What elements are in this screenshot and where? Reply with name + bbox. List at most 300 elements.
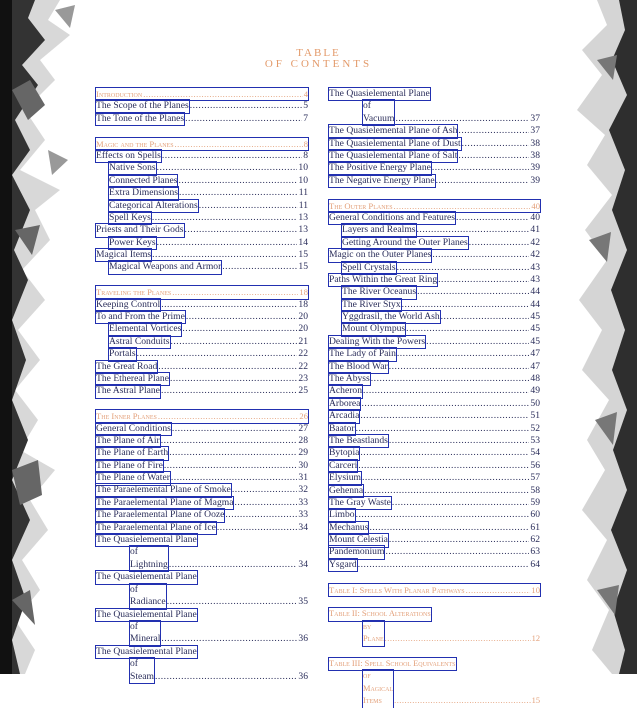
toc-page-number: 22 [298, 348, 308, 360]
toc-entry-label: Magical Weapons and Armor [109, 261, 222, 273]
toc-entry-the-quasielemental-plane-of-mineral[interactable] [96, 609, 308, 646]
toc-entry-label: The Positive Energy Plane [329, 162, 431, 174]
toc-page-number: 49 [530, 385, 540, 397]
leader-dots [232, 484, 298, 496]
toc-page-number: 44 [530, 286, 540, 298]
toc-entry-label: The Lady of Pain [329, 348, 396, 360]
toc-entry-portals[interactable] [96, 348, 308, 360]
toc-entry-label: Dealing With the Powers [329, 335, 426, 347]
toc-entry-the-quasielemental-plane-of-salt[interactable] [329, 150, 540, 162]
toc-entry-the-quasielemental-plane-of-dust[interactable] [329, 138, 540, 150]
toc-page-number: 11 [298, 199, 308, 211]
toc-page-number: 53 [530, 434, 540, 446]
leader-dots [169, 447, 297, 459]
toc-entry-the-plane-of-water[interactable] [96, 472, 308, 484]
leader-dots [362, 472, 529, 484]
toc-entry-the-quasielemental-plane-of-lightning[interactable] [96, 534, 308, 571]
toc-entry-label: The Quasielemental Plane [329, 88, 430, 99]
toc-entry-connected-planes[interactable] [96, 175, 308, 187]
toc-entry-the-quasielemental-plane-of-radiance[interactable] [96, 571, 308, 608]
toc-entry-label: The Quasielemental Plane of Dust [329, 137, 461, 149]
toc-entry-label: Baator [329, 422, 355, 434]
leader-dots [456, 212, 529, 224]
leader-dots [369, 522, 529, 534]
toc-entry-the-river-oceanus[interactable] [329, 286, 540, 298]
toc-entry-the-ethereal-plane[interactable] [96, 373, 308, 385]
toc-entry-the-great-road[interactable] [96, 361, 308, 373]
leader-dots [164, 460, 298, 472]
leader-dots [157, 162, 298, 174]
toc-page-number: 20 [298, 311, 308, 323]
toc-page-number: 40 [530, 211, 540, 223]
toc-entry-label-cont: of Magical Items [363, 670, 393, 707]
toc-entry-arcadia[interactable] [329, 410, 540, 422]
leader-dots [385, 633, 531, 645]
toc-entry-label: Gehenna [329, 484, 364, 496]
toc-page-number: 59 [530, 496, 540, 508]
toc-entry-label-cont: of Radiance [130, 583, 166, 608]
toc-page-number: 18 [298, 298, 308, 310]
toc-entry-the-paraelemental-plane-of-smoke[interactable] [96, 485, 308, 497]
toc-entry-the-astral-plane[interactable] [96, 385, 308, 397]
toc-section-traveling-the-planes[interactable] [96, 286, 308, 298]
toc-entry-label: The Ethereal Plane [96, 372, 169, 384]
leader-dots [360, 447, 529, 459]
toc-page-number: 8 [303, 149, 308, 161]
leader-dots [175, 138, 303, 150]
toc-page-number: 39 [530, 162, 540, 174]
toc-entry-label: Arborea [329, 397, 361, 409]
toc-page-number: 56 [530, 459, 540, 471]
toc-entry-label: Portals [109, 348, 136, 360]
toc-entry-yggdrasil-the-world-ash[interactable] [329, 311, 540, 323]
toc-page-number: 32 [298, 484, 308, 496]
leader-dots [161, 435, 298, 447]
toc-entry-the-blood-war[interactable] [329, 361, 540, 373]
toc-entry-the-paraelemental-plane-of-ice[interactable] [96, 522, 308, 534]
toc-page-number: 44 [530, 298, 540, 310]
leader-dots [185, 224, 298, 236]
toc-column-right [329, 88, 540, 708]
leader-dots [158, 410, 299, 422]
toc-entry-label-cont: by Plane [363, 621, 384, 646]
toc-page-number: 25 [298, 385, 308, 397]
toc-section-magic-and-the-planes[interactable] [96, 138, 308, 150]
toc-page-number: 37 [530, 112, 540, 124]
toc-entry-label: The Paraelemental Plane of Magma [96, 496, 234, 508]
toc-page-number: 12 [531, 634, 540, 644]
leader-dots [152, 249, 297, 261]
toc-entry-table-iii-spell-school-equivalents-of-magical-items[interactable] [329, 658, 540, 708]
toc-page-number: 39 [530, 174, 540, 186]
toc-page-number: 26 [299, 411, 308, 422]
toc-entry-label: The Great Road [96, 360, 158, 372]
toc-page-number: 43 [530, 273, 540, 285]
toc-entry-effects-on-spells[interactable] [96, 150, 308, 162]
toc-page-number: 35 [298, 596, 308, 608]
toc-page-number: 28 [298, 434, 308, 446]
toc-entry-label: The Negative Energy Plane [329, 174, 435, 186]
toc-entry-the-quasielemental-plane-of-steam[interactable] [96, 646, 308, 683]
leader-dots [143, 88, 303, 100]
toc-entry-label: Spell Keys [109, 211, 151, 223]
toc-entry-label: Keeping Control [96, 298, 161, 310]
leader-dots [190, 100, 302, 112]
toc-section-the-inner-planes[interactable] [96, 410, 308, 422]
leader-dots [182, 323, 297, 335]
toc-page-number: 31 [298, 472, 308, 484]
toc-page-number: 33 [298, 509, 308, 521]
leader-dots [441, 311, 530, 323]
toc-entry-extra-dimensions[interactable] [96, 187, 308, 199]
leader-dots [356, 423, 530, 435]
leader-dots [157, 237, 298, 249]
toc-entry-label: The Beastlands [329, 434, 388, 446]
toc-entry-label: The Quasielemental Plane [96, 571, 197, 583]
toc-entry-the-gray-waste[interactable] [329, 497, 540, 509]
leader-dots [402, 299, 530, 311]
leader-dots [199, 200, 298, 212]
leader-dots [170, 373, 297, 385]
toc-entry-label: Acheron [329, 385, 363, 397]
toc-page-number: 57 [530, 472, 540, 484]
toc-entry-label: The Paraelemental Plane of Ice [96, 521, 216, 533]
toc-entry-label: The Paraelemental Plane of Smoke [96, 484, 231, 496]
toc-entry-general-conditions-and-features[interactable] [329, 212, 540, 224]
toc-entry-label: Getting Around the Outer Planes [342, 236, 468, 248]
toc-entry-to-and-from-the-prime[interactable] [96, 311, 308, 323]
leader-dots [185, 113, 302, 125]
toc-entry-label: The Plane of Fire [96, 459, 163, 471]
toc-entry-label-cont: of Vacuum [363, 100, 395, 124]
toc-entry-label: Extra Dimensions [109, 187, 179, 199]
leader-dots [172, 286, 298, 298]
leader-dots [394, 200, 531, 212]
toc-entry-label: The Scope of the Planes [96, 100, 189, 112]
toc-page-number: 37 [530, 125, 540, 137]
leader-dots [360, 410, 529, 422]
leader-dots [438, 274, 529, 286]
leader-dots [356, 509, 530, 521]
leader-dots [432, 162, 530, 174]
toc-page-number: 45 [530, 311, 540, 323]
toc-page-number: 41 [530, 224, 540, 236]
leader-dots [458, 125, 529, 137]
leader-dots [392, 497, 529, 509]
toc-entry-arborea[interactable] [329, 398, 540, 410]
toc-page-number: 38 [530, 137, 540, 149]
toc-page-number: 61 [530, 521, 540, 533]
leader-dots [222, 261, 297, 273]
toc-page-number: 58 [530, 484, 540, 496]
toc-entry-priests-and-their-gods[interactable] [96, 224, 308, 236]
toc-entry-label: The Blood War [329, 360, 388, 372]
toc-page-number: 5 [303, 100, 308, 112]
leader-dots [389, 361, 530, 373]
toc-entry-magic-on-the-outer-planes[interactable] [329, 249, 540, 261]
toc-entry-the-plane-of-air[interactable] [96, 435, 308, 447]
toc-entry-magical-items[interactable] [96, 249, 308, 261]
leader-dots [169, 559, 298, 571]
toc-page-number: 62 [530, 534, 540, 546]
toc-entry-label: The River Styx [342, 298, 401, 310]
toc-entry-label: Table III: Spell School Equivalents [329, 658, 456, 670]
toc-entry-magical-weapons-and-armor[interactable] [96, 261, 308, 273]
leader-dots [371, 373, 530, 385]
toc-page-number: 64 [530, 558, 540, 570]
toc-entry-label: The Inner Planes [96, 411, 157, 422]
toc-entry-astral-conduits[interactable] [96, 336, 308, 348]
toc-entry-label: The River Oceanus [342, 286, 417, 298]
toc-entry-the-negative-energy-plane[interactable] [329, 175, 540, 187]
toc-entry-general-conditions[interactable] [96, 423, 308, 435]
toc-entry-native-sons[interactable] [96, 162, 308, 174]
toc-page-number: 63 [530, 546, 540, 558]
toc-entry-label-cont: of Steam [130, 658, 154, 682]
toc-entry-label: Limbo [329, 509, 355, 521]
toc-entry-layers-and-realms[interactable] [329, 224, 540, 236]
toc-entry-acheron[interactable] [329, 385, 540, 397]
toc-page-number: 36 [298, 670, 308, 682]
toc-page-number: 42 [530, 236, 540, 248]
toc-page-number: 43 [530, 261, 540, 273]
toc-entry-label: The Quasielemental Plane of Salt [329, 149, 458, 161]
leader-dots [172, 423, 298, 435]
toc-entry-label: The Plane of Earth [96, 447, 169, 459]
leader-dots [436, 175, 530, 187]
leader-dots [179, 187, 298, 199]
toc-entry-label: Pandemonium [329, 546, 385, 558]
leader-dots [225, 509, 297, 521]
toc-entry-label: Introduction [96, 88, 143, 99]
toc-entry-label: Layers and Realms [342, 224, 416, 236]
leader-dots [417, 286, 529, 298]
toc-entry-label: Bytopia [329, 447, 360, 459]
leader-dots [361, 398, 529, 410]
leader-dots [358, 559, 530, 571]
toc-page-number: 14 [298, 236, 308, 248]
toc-page-number: 13 [298, 211, 308, 223]
toc-entry-carceri[interactable] [329, 460, 540, 472]
toc-section-the-outer-planes[interactable] [329, 200, 540, 212]
toc-entry-pandemonium[interactable] [329, 547, 540, 559]
toc-entry-the-lady-of-pain[interactable] [329, 348, 540, 360]
toc-entry-spell-crystals[interactable] [329, 262, 540, 274]
leader-dots [152, 212, 298, 224]
toc-entry-the-positive-energy-plane[interactable] [329, 162, 540, 174]
leader-dots [161, 299, 297, 311]
toc-entry-label: Elysium [329, 472, 361, 484]
leader-dots [217, 522, 298, 534]
leader-dots [358, 460, 529, 472]
leader-dots [462, 138, 530, 150]
toc-entry-label: Spell Crystals [342, 261, 396, 273]
toc-entry-label: Power Keys [109, 236, 156, 248]
leader-dots [155, 671, 297, 683]
leader-dots [389, 435, 530, 447]
toc-page-number: 30 [298, 459, 308, 471]
leader-dots [385, 546, 529, 558]
toc-entry-label: The Astral Plane [96, 385, 160, 397]
toc-entry-baator[interactable] [329, 423, 540, 435]
toc-entry-elemental-vortices[interactable] [96, 323, 308, 335]
toc-entry-limbo[interactable] [329, 509, 540, 521]
leader-dots [158, 361, 297, 373]
toc-entry-label: The Quasielemental Plane [96, 608, 197, 620]
toc-entry-label-cont: of Mineral [130, 620, 161, 645]
leader-dots [171, 472, 298, 484]
toc-entry-label: Elemental Vortices [109, 323, 182, 335]
leader-dots [432, 249, 529, 261]
toc-entry-label: Carceri [329, 459, 358, 471]
toc-entry-label: The Quasielemental Plane [96, 645, 197, 657]
toc-entry-paths-within-the-great-ring[interactable] [329, 274, 540, 286]
toc-page-number: 27 [298, 422, 308, 434]
toc-entry-the-tone-of-the-planes[interactable] [96, 113, 308, 125]
toc-entry-label: To and From the Prime [96, 311, 185, 323]
toc-page-number: 51 [530, 410, 540, 422]
toc-entry-the-scope-of-the-planes[interactable] [96, 100, 308, 112]
toc-page-number: 23 [298, 372, 308, 384]
toc-entry-label: Categorical Alterations [109, 199, 198, 211]
toc-entry-label: The Paraelemental Plane of Ooze [96, 509, 225, 521]
leader-dots [186, 311, 298, 323]
leader-dots [395, 113, 529, 125]
leader-dots [162, 150, 302, 162]
toc-page-number: 42 [530, 249, 540, 261]
toc-page-number: 8 [303, 138, 308, 149]
toc-entry-label: The Quasielemental Plane of Ash [329, 125, 458, 137]
title-line-1: TABLE [296, 47, 341, 59]
toc-entry-label: The Tone of the Planes [96, 112, 185, 124]
toc-entry-bytopia[interactable] [329, 447, 540, 459]
leader-dots [426, 336, 529, 348]
toc-column-left [96, 88, 308, 683]
toc-page-number: 20 [298, 323, 308, 335]
toc-entry-label: Connected Planes [109, 174, 178, 186]
leader-dots [161, 385, 297, 397]
toc-page-number: 33 [298, 496, 308, 508]
toc-entry-elysium[interactable] [329, 472, 540, 484]
toc-page-number: 48 [530, 373, 540, 385]
toc-page-number: 54 [530, 447, 540, 459]
leader-dots [389, 534, 530, 546]
toc-page-number: 60 [530, 509, 540, 521]
toc-entry-label: Paths Within the Great Ring [329, 273, 438, 285]
leader-dots [397, 348, 530, 360]
toc-entry-the-quasielemental-plane-of-vacuum[interactable] [329, 88, 540, 125]
toc-entry-label: Ysgard [329, 558, 357, 570]
toc-page-number: 11 [298, 187, 308, 199]
toc-entry-label: Magic and the Planes [96, 138, 174, 149]
toc-entry-label: General Conditions and Features [329, 211, 456, 223]
leader-dots [234, 497, 297, 509]
toc-page-number: 47 [530, 348, 540, 360]
toc-entry-table-ii-school-alterations-by-plane[interactable] [329, 608, 540, 645]
toc-entry-ysgard[interactable] [329, 559, 540, 571]
toc-entry-label: Effects on Spells [96, 149, 161, 161]
marble-border-right [567, 0, 637, 674]
toc-entry-the-paraelemental-plane-of-ooze[interactable] [96, 509, 308, 521]
toc-page-number: 10 [298, 162, 308, 174]
toc-entry-label: The Abyss [329, 373, 370, 385]
toc-entry-the-paraelemental-plane-of-magma[interactable] [96, 497, 308, 509]
leader-dots [167, 596, 298, 608]
toc-entry-the-quasielemental-plane-of-ash[interactable] [329, 125, 540, 137]
toc-entry-label: Priests and Their Gods [96, 224, 184, 236]
toc-entry-the-plane-of-fire[interactable] [96, 460, 308, 472]
toc-page-number: 36 [298, 633, 308, 645]
toc-entry-the-river-styx[interactable] [329, 299, 540, 311]
toc-page-number: 15 [531, 696, 540, 706]
toc-page-number: 10 [298, 174, 308, 186]
toc-page-number: 47 [530, 360, 540, 372]
toc-entry-spell-keys[interactable] [96, 212, 308, 224]
leader-dots [406, 323, 529, 335]
toc-entry-label: Yggdrasil, the World Ash [342, 311, 440, 323]
toc-entry-label: Table I: Spells With Planar Pathways [329, 584, 465, 595]
toc-page-number: 34 [298, 558, 308, 570]
toc-entry-the-plane-of-earth[interactable] [96, 447, 308, 459]
toc-entry-the-beastlands[interactable] [329, 435, 540, 447]
toc-page-number: 29 [298, 447, 308, 459]
toc-entry-mechanus[interactable] [329, 522, 540, 534]
toc-page-number: 18 [299, 287, 308, 298]
title-line-2: OF CONTENTS [264, 58, 373, 70]
leader-dots [394, 695, 531, 707]
toc-entry-getting-around-the-outer-planes[interactable] [329, 237, 540, 249]
toc-entry-dealing-with-the-powers[interactable] [329, 336, 540, 348]
toc-page-number: 10 [531, 584, 540, 595]
toc-entry-label: The Plane of Air [96, 434, 160, 446]
toc-page-number: 52 [530, 422, 540, 434]
toc-entry-label: Magic on the Outer Planes [329, 249, 432, 261]
leader-dots [178, 175, 297, 187]
toc-section-table-i-spells-with-planar-pathways[interactable] [329, 584, 540, 596]
toc-entry-label: Native Sons [109, 162, 156, 174]
toc-entry-label-cont: of Lightning [130, 546, 168, 570]
toc-page-number: 13 [298, 224, 308, 236]
toc-entry-power-keys[interactable] [96, 237, 308, 249]
toc-page-number: 15 [298, 249, 308, 261]
toc-entry-label: Magical Items [96, 249, 152, 261]
toc-entry-gehenna[interactable] [329, 485, 540, 497]
toc-entry-label: The Outer Planes [329, 200, 393, 211]
toc-entry-label: Mount Olympus [342, 323, 406, 335]
leader-dots [466, 584, 531, 596]
toc-entry-mount-olympus[interactable] [329, 323, 540, 335]
toc-entry-label: Table II: School Alterations [329, 608, 431, 620]
leader-dots [171, 336, 298, 348]
toc-section-introduction[interactable] [96, 88, 308, 100]
toc-entry-label: Traveling the Planes [96, 287, 172, 298]
toc-page-number: 40 [531, 200, 540, 211]
toc-page-number: 34 [298, 521, 308, 533]
toc-entry-label: The Gray Waste [329, 496, 391, 508]
toc-entry-categorical-alterations[interactable] [96, 200, 308, 212]
toc-entry-label: Astral Conduits [109, 335, 170, 347]
leader-dots [417, 224, 530, 236]
toc-page-number: 22 [298, 360, 308, 372]
toc-entry-label: Mount Celestia [329, 534, 388, 546]
toc-entry-the-abyss[interactable] [329, 373, 540, 385]
toc-page-number: 38 [530, 149, 540, 161]
toc-page-number: 21 [298, 335, 308, 347]
toc-entry-keeping-control[interactable] [96, 299, 308, 311]
toc-entry-label: Arcadia [329, 410, 360, 422]
toc-page-number: 45 [530, 323, 540, 335]
toc-entry-mount-celestia[interactable] [329, 534, 540, 546]
